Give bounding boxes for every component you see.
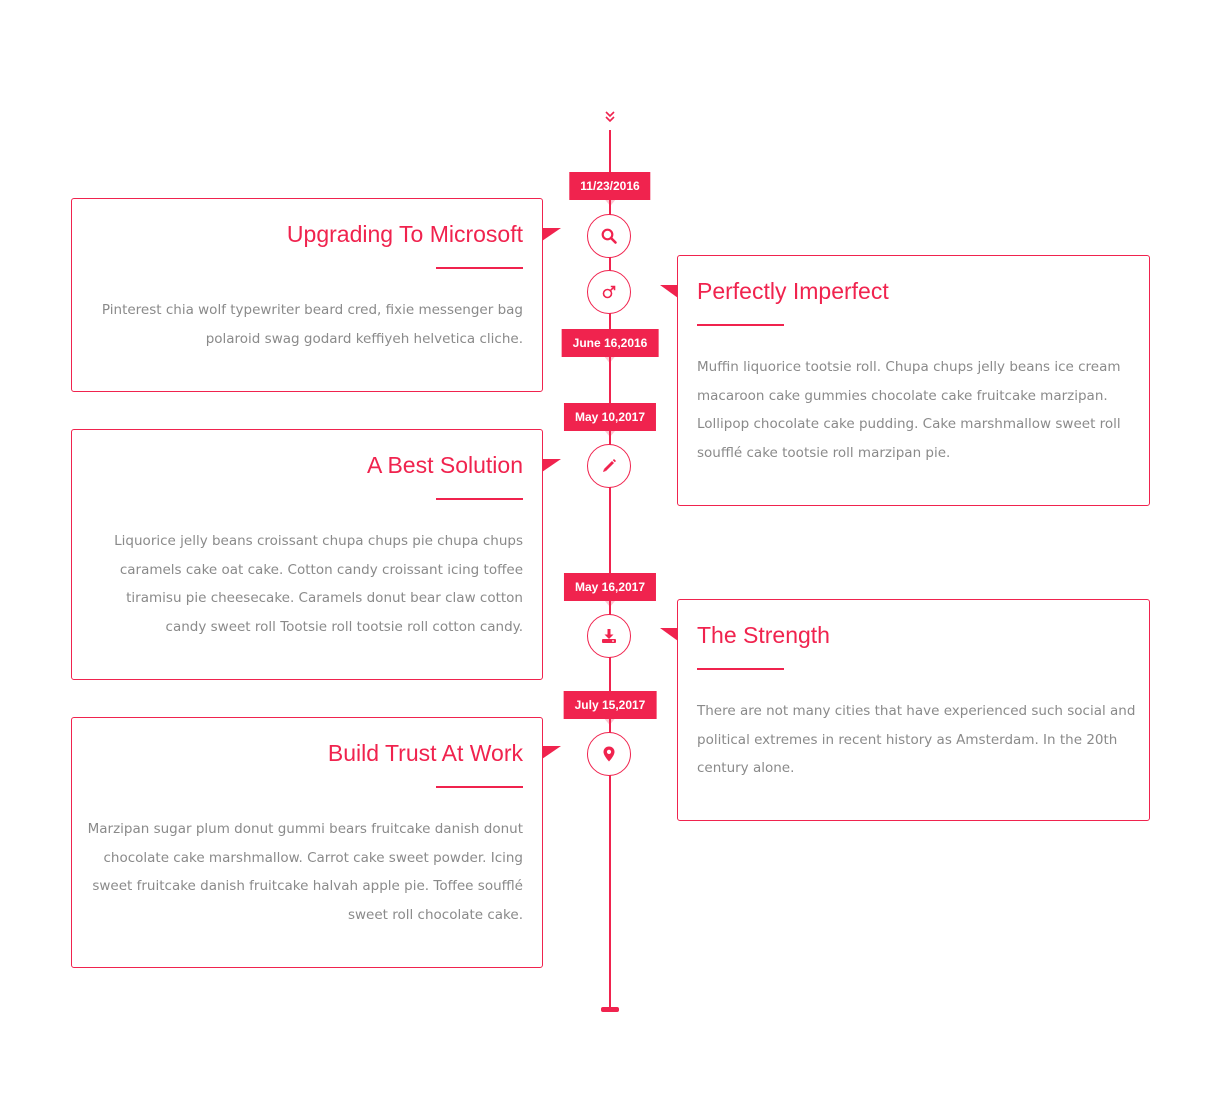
- download-icon: [600, 627, 618, 645]
- pencil-icon: [600, 457, 618, 475]
- timeline-node[interactable]: [587, 732, 631, 776]
- timeline-card: [677, 599, 1150, 821]
- timeline-end-cap: [601, 1007, 619, 1012]
- title-underline: [436, 498, 523, 500]
- chevron-double-down-icon: [601, 110, 619, 126]
- card-pointer: [542, 228, 562, 242]
- date-badge: May 16,2017: [564, 573, 656, 601]
- card-title[interactable]: Build Trust At Work: [327, 740, 523, 766]
- map-marker-icon: [600, 745, 618, 763]
- card-title[interactable]: The Strength: [697, 622, 830, 648]
- date-badge: 11/23/2016: [569, 172, 650, 200]
- title-underline: [436, 786, 523, 788]
- card-body: Pinterest chia wolf typewriter beard cred, fixie messenger bag polaroid swag godard keffiyeh helvetica cliche.: [101, 302, 523, 347]
- date-badge: July 15,2017: [564, 691, 657, 719]
- card-pointer: [542, 746, 562, 760]
- card-title[interactable]: Upgrading To Microsoft: [286, 221, 523, 247]
- timeline-node[interactable]: [587, 614, 631, 658]
- timeline-card: [677, 255, 1150, 506]
- card-title[interactable]: A Best Solution: [367, 452, 523, 478]
- card-body: There are not many cities that have experienced such social and political extremes in recent history as Amsterdam. In the 20th century alone.: [697, 703, 1136, 776]
- timeline-line: [609, 130, 611, 1008]
- timeline-card: [71, 717, 543, 968]
- timeline-node[interactable]: [587, 214, 631, 258]
- title-underline: [436, 267, 523, 269]
- timeline-node[interactable]: [587, 444, 631, 488]
- search-icon: [600, 227, 618, 245]
- card-body: Liquorice jelly beans croissant chupa chups pie chupa chups caramels cake oat cake. Cotton candy croissant icing toffee tiramisu pie cheesecake. Caramels donut bear claw cotton candy sweet roll Tootsie roll tootsie roll cotton candy.: [114, 533, 523, 635]
- timeline-node[interactable]: [587, 270, 631, 314]
- card-pointer: [542, 459, 562, 473]
- timeline-card: [71, 429, 543, 680]
- mars-icon: [600, 283, 618, 301]
- date-badge: June 16,2016: [562, 329, 659, 357]
- card-pointer: [659, 628, 679, 642]
- card-title[interactable]: Perfectly Imperfect: [697, 278, 889, 304]
- title-underline: [697, 668, 784, 670]
- card-body: Muffin liquorice tootsie roll. Chupa chups jelly beans ice cream macaroon cake gummies chocolate cake fruitcake marzipan. Lollipop chocolate cake pudding. Cake marshmallow sweet roll soufflé cake tootsie roll marzipan pie.: [697, 359, 1121, 461]
- date-badge: May 10,2017: [564, 403, 656, 431]
- title-underline: [697, 324, 784, 326]
- card-pointer: [659, 285, 679, 299]
- card-body: Marzipan sugar plum donut gummi bears fruitcake danish donut chocolate cake marshmallow. Carrot cake sweet powder. Icing sweet fruitcake danish fruitcake halvah apple pie. Toffee soufflé sweet roll chocolate cake.: [87, 821, 523, 923]
- timeline-card: [71, 198, 543, 392]
